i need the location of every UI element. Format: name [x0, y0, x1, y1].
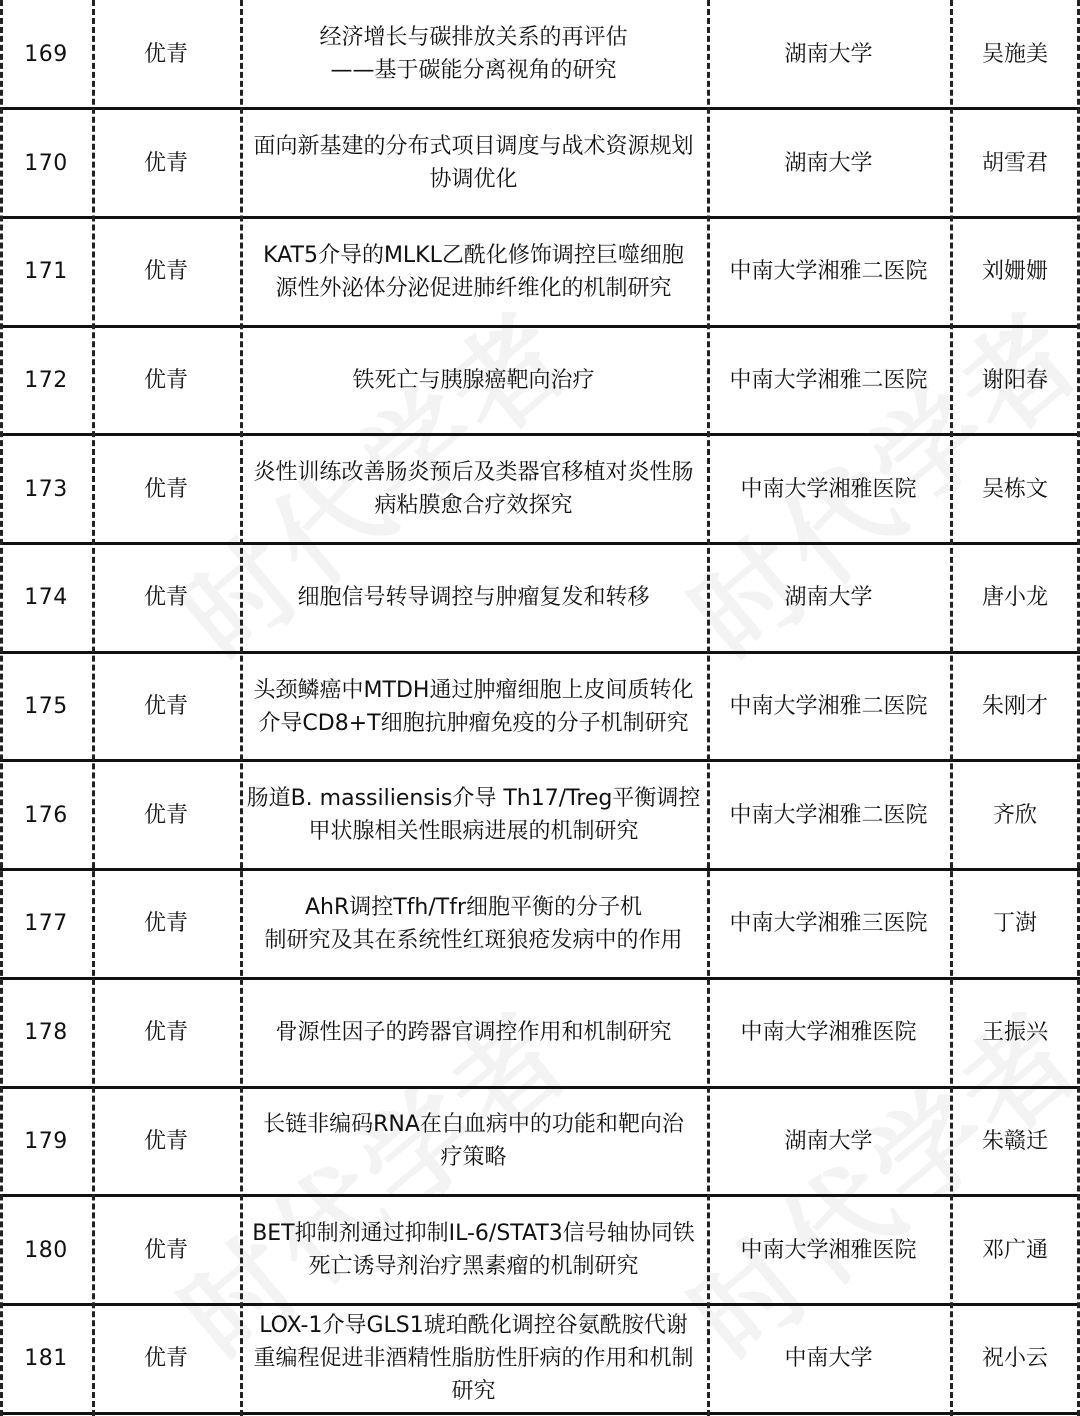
row-number: 178: [24, 1020, 68, 1046]
project-title-line: AhR调控Tfh/Tfr细胞平衡的分子机: [304, 894, 643, 920]
table-row: [0, 1304, 1080, 1413]
person-name: 朱赣迁: [981, 1128, 1048, 1154]
project-title: [240, 1196, 707, 1305]
row-divider: [0, 1086, 1080, 1089]
project-type: 优青: [143, 259, 188, 285]
row-divider: [0, 868, 1080, 871]
table-row: [0, 326, 1080, 435]
person-name: 邓广通: [981, 1237, 1048, 1263]
project-title: [240, 544, 707, 653]
project-title-line: 经济增长与碳排放关系的再评估: [319, 25, 628, 51]
person-name: 王振兴: [981, 1020, 1048, 1046]
person-name: 唐小龙: [981, 585, 1048, 611]
project-title-line: 源性外泌体分泌促进肺纤维化的机制研究: [275, 275, 672, 301]
row-number: 177: [24, 911, 68, 937]
project-type: 优青: [143, 367, 188, 393]
project-title: [240, 978, 707, 1087]
project-title-line: 长链非编码RNA在白血病中的功能和靶向治: [263, 1112, 684, 1138]
project-title-line: 疗策略: [440, 1145, 507, 1171]
institution: 湖南大学: [784, 1128, 873, 1154]
row-number: 173: [24, 476, 68, 502]
project-title: [240, 435, 707, 544]
project-type: 优青: [143, 1346, 188, 1372]
row-divider: [0, 325, 1080, 328]
person-name: 齐欣: [992, 802, 1037, 828]
row-divider: [0, 433, 1080, 436]
row-divider: [0, 107, 1080, 110]
row-divider: [0, 759, 1080, 762]
project-title: [240, 1087, 707, 1196]
row-divider: [0, 651, 1080, 654]
row-divider: [0, 542, 1080, 545]
column-divider: [92, 0, 95, 1416]
project-title: [240, 761, 707, 870]
project-title: [240, 0, 707, 109]
row-divider: [0, 216, 1080, 219]
row-number: 179: [24, 1128, 68, 1154]
project-title: [240, 217, 707, 326]
project-title-line: 介导CD8+T细胞抗肿瘤免疫的分子机制研究: [258, 710, 689, 736]
project-type: 优青: [143, 150, 188, 176]
row-number: 174: [24, 585, 68, 611]
project-title-line: 细胞信号转导调控与肿瘤复发和转移: [297, 585, 650, 611]
row-number: 171: [24, 259, 68, 285]
project-title-line: LOX-1介导GLS1琥珀酰化调控谷氨酰胺代谢: [259, 1313, 688, 1339]
row-number: 175: [24, 694, 68, 720]
row-divider: [0, 1194, 1080, 1197]
project-title-line: 甲状腺相关性眼病进展的机制研究: [308, 819, 639, 845]
project-title: [240, 652, 707, 761]
institution: 湖南大学: [784, 41, 873, 67]
person-name: 吴施美: [981, 41, 1048, 67]
project-title-line: 炎性训练改善肠炎预后及类器官移植对炎性肠: [253, 460, 694, 486]
institution: 中南大学湘雅二医院: [729, 367, 928, 393]
project-title: [240, 870, 707, 979]
table-row: [0, 435, 1080, 544]
project-title-line: 骨源性因子的跨器官调控作用和机制研究: [275, 1020, 672, 1046]
project-type: 优青: [143, 476, 188, 502]
table-row: [0, 217, 1080, 326]
table-row: [0, 870, 1080, 979]
project-title-line: 铁死亡与胰腺癌靶向治疗: [352, 367, 595, 393]
row-number: 172: [24, 367, 68, 393]
person-name: 吴栋文: [981, 476, 1048, 502]
person-name: 谢阳春: [981, 367, 1048, 393]
project-title-line: 死亡诱导剂治疗黑素瘤的机制研究: [308, 1254, 639, 1280]
project-title-line: 头颈鳞癌中MTDH通过肿瘤细胞上皮间质转化: [253, 677, 694, 703]
table-row: [0, 652, 1080, 761]
project-title-line: 研究: [451, 1379, 496, 1405]
project-title-line: 面向新基建的分布式项目调度与战术资源规划: [253, 134, 694, 160]
project-type: 优青: [143, 41, 188, 67]
table-row: [0, 761, 1080, 870]
row-number: 176: [24, 802, 68, 828]
table-row: [0, 544, 1080, 653]
column-divider: [707, 0, 710, 1416]
person-name: 刘姗姗: [981, 259, 1048, 285]
project-type: 优青: [143, 694, 188, 720]
project-title-line: ——基于碳能分离视角的研究: [330, 58, 617, 84]
project-title-line: 病粘膜愈合疗效探究: [374, 493, 573, 519]
project-type: 优青: [143, 802, 188, 828]
row-divider: [0, 977, 1080, 980]
institution: 中南大学: [784, 1346, 873, 1372]
institution: 中南大学湘雅三医院: [729, 911, 928, 937]
institution: 中南大学湘雅医院: [740, 1237, 917, 1263]
row-number: 169: [24, 41, 68, 67]
project-title-line: 肠道B. massiliensis介导 Th17/Treg平衡调控: [246, 786, 701, 812]
row-number: 181: [24, 1346, 68, 1372]
person-name: 朱刚才: [981, 694, 1048, 720]
project-title: [240, 1304, 707, 1413]
table-row: [0, 1087, 1080, 1196]
person-name: 胡雪君: [981, 150, 1048, 176]
row-divider: [0, 1303, 1080, 1306]
row-number: 170: [24, 150, 68, 176]
table-row: [0, 1196, 1080, 1305]
institution: 中南大学湘雅二医院: [729, 802, 928, 828]
column-divider: [0, 0, 3, 1416]
person-name: 祝小云: [981, 1346, 1048, 1372]
project-title-line: KAT5介导的MLKL乙酰化修饰调控巨噬细胞: [263, 242, 684, 268]
table-row: [0, 978, 1080, 1087]
project-type: 优青: [143, 1237, 188, 1263]
project-type: 优青: [143, 585, 188, 611]
institution: 中南大学湘雅医院: [740, 1020, 917, 1046]
project-type: 优青: [143, 1128, 188, 1154]
row-number: 180: [24, 1237, 68, 1263]
project-title-line: 重编程促进非酒精性脂肪性肝病的作用和机制: [253, 1346, 694, 1372]
institution: 中南大学湘雅二医院: [729, 694, 928, 720]
project-title: [240, 326, 707, 435]
table-row: [0, 109, 1080, 218]
project-type: 优青: [143, 1020, 188, 1046]
institution: 中南大学湘雅二医院: [729, 259, 928, 285]
table-row: [0, 0, 1080, 109]
project-title: [240, 109, 707, 218]
column-divider: [240, 0, 243, 1416]
project-type: 优青: [143, 911, 188, 937]
institution: 湖南大学: [784, 585, 873, 611]
column-divider: [950, 0, 953, 1416]
row-divider: [0, 1412, 1080, 1415]
project-title-line: BET抑制剂通过抑制IL-6/STAT3信号轴协同铁: [252, 1221, 695, 1247]
person-name: 丁澍: [992, 911, 1037, 937]
project-title-line: 制研究及其在系统性红斑狼疮发病中的作用: [264, 927, 683, 953]
institution: 中南大学湘雅医院: [740, 476, 917, 502]
project-title-line: 协调优化: [429, 167, 518, 193]
institution: 湖南大学: [784, 150, 873, 176]
